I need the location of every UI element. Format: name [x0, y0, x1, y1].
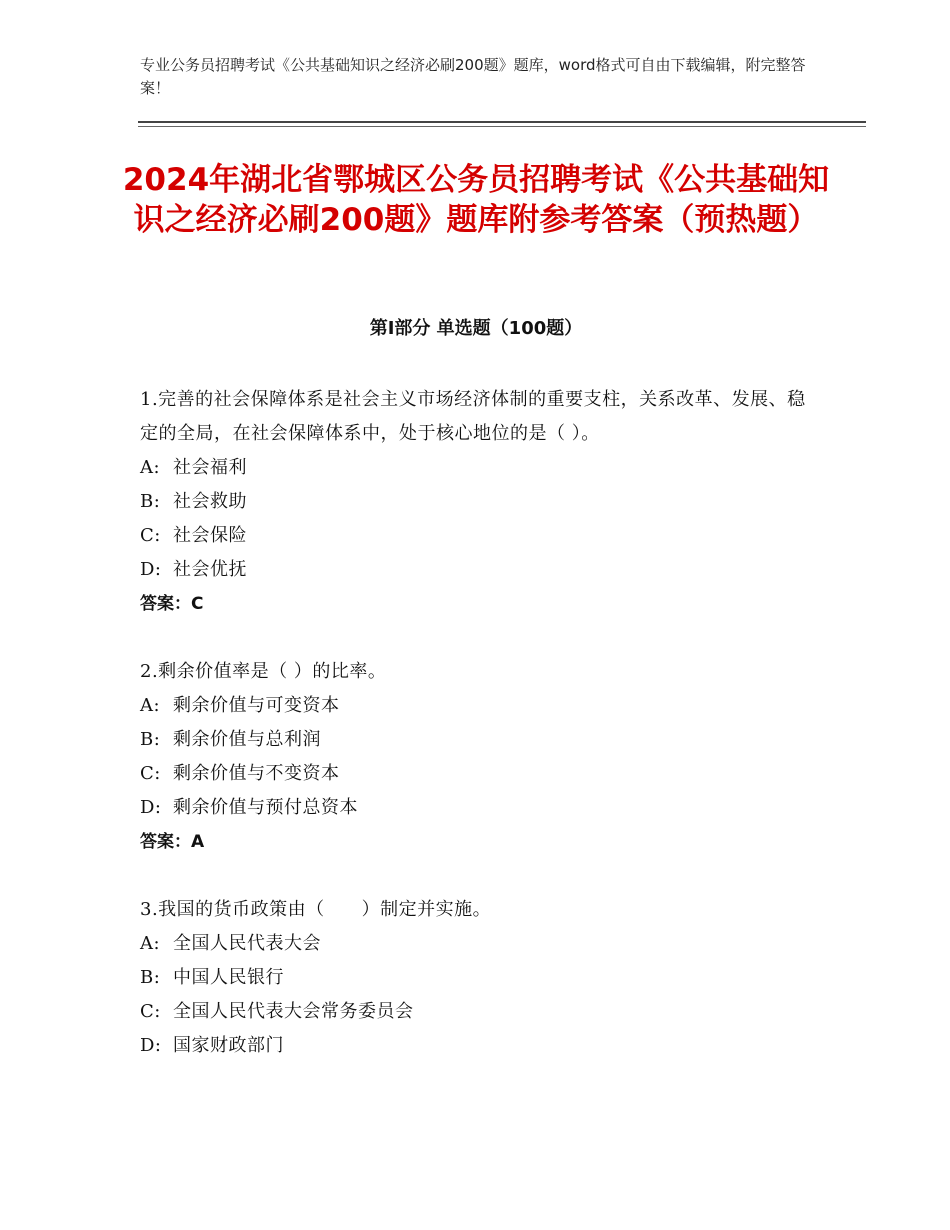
option-text: 全国人民代表大会: [173, 933, 321, 954]
answer-key: 答案：A: [140, 832, 205, 852]
option-text: 社会保险: [173, 525, 247, 546]
question-stem: 3.我国的货币政策由（ ）制定并实施。: [140, 899, 492, 920]
question-stem: 2.剩余价值率是（ ）的比率。: [140, 661, 387, 682]
question-stem: 1.完善的社会保障体系是社会主义市场经济体制的重要支柱，关系改革、发展、稳定的全局，在社会保障体系中，处于核心地位的是（ ）。: [140, 389, 806, 444]
option-text: 全国人民代表大会常务委员会: [173, 1001, 414, 1022]
option-text: 社会福利: [173, 457, 247, 478]
option-text: 社会优抚: [173, 559, 247, 580]
option-letter: B:: [140, 491, 161, 512]
question-2: [140, 655, 812, 859]
question-1: [140, 383, 812, 621]
answer-key: 答案：C: [140, 594, 204, 614]
header-divider-thin: [138, 126, 866, 127]
option-d: [140, 553, 812, 587]
option-d: [140, 791, 812, 825]
option-text: 社会救助: [173, 491, 247, 512]
option-letter: D:: [140, 559, 162, 580]
header-note: 专业公务员招聘考试《公共基础知识之经济必刷200题》题库，word格式可自由下载编辑，附完整答案！: [140, 56, 806, 97]
option-text: 国家财政部门: [173, 1035, 284, 1056]
option-b: [140, 961, 812, 995]
option-letter: C:: [140, 763, 161, 784]
option-letter: B:: [140, 967, 161, 988]
option-a: [140, 927, 812, 961]
document-title: 2024年湖北省鄂城区公务员招聘考试《公共基础知识之经济必刷200题》题库附参考答案（预热题）: [122, 162, 830, 238]
section-title: 第I部分 单选题（100题）: [369, 318, 583, 339]
option-a: [140, 451, 812, 485]
option-c: [140, 995, 812, 1029]
option-letter: B:: [140, 729, 161, 750]
option-c: [140, 757, 812, 791]
header-divider-thick: [138, 121, 866, 123]
option-c: [140, 519, 812, 553]
option-letter: D:: [140, 797, 162, 818]
option-text: 剩余价值与不变资本: [173, 763, 340, 784]
option-letter: C:: [140, 1001, 161, 1022]
option-b: [140, 485, 812, 519]
option-a: [140, 689, 812, 723]
option-letter: A:: [140, 695, 161, 716]
option-letter: A:: [140, 457, 161, 478]
option-text: 剩余价值与总利润: [173, 729, 321, 750]
option-d: [140, 1029, 812, 1063]
option-text: 剩余价值与可变资本: [173, 695, 340, 716]
option-text: 剩余价值与预付总资本: [173, 797, 358, 818]
option-letter: D:: [140, 1035, 162, 1056]
option-b: [140, 723, 812, 757]
question-3: [140, 893, 812, 1063]
option-text: 中国人民银行: [173, 967, 284, 988]
question-list: [140, 383, 812, 1097]
option-letter: C:: [140, 525, 161, 546]
option-letter: A:: [140, 933, 161, 954]
